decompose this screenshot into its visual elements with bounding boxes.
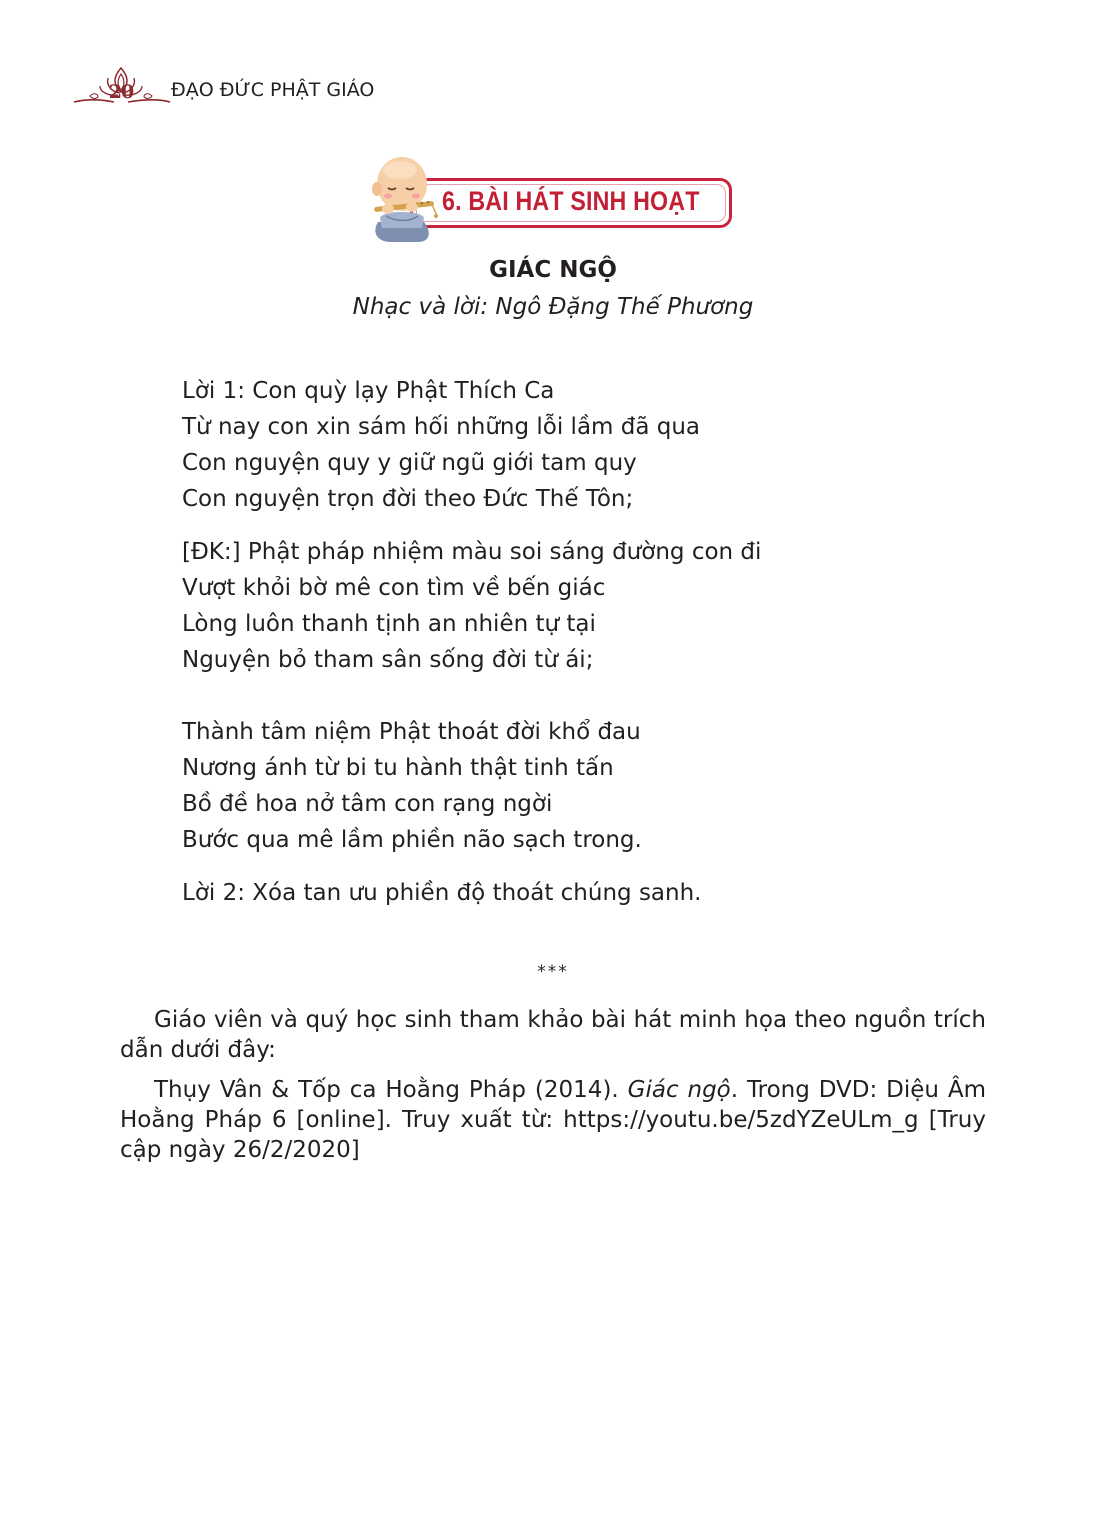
page-number: 20 [108, 81, 134, 103]
lyric-line: Vượt khỏi bờ mê con tìm về bến giác [182, 575, 606, 601]
lyric-line: Con nguyện trọn đời theo Đức Thế Tôn; [182, 486, 634, 512]
lyric-line: Thành tâm niệm Phật thoát đời khổ đau [182, 719, 641, 745]
reference-intro: Giáo viên và quý học sinh tham khảo bài hát minh họa theo nguồn trích dẫn dưới đây: [120, 1007, 986, 1063]
lyric-line: Từ nay con xin sám hối những lỗi lầm đã qua [182, 414, 701, 440]
song-title: GIÁC NGỘ [489, 257, 617, 283]
lyric-line: Lời 1: Con quỳ lạy Phật Thích Ca [182, 378, 555, 404]
book-title: ĐẠO ĐỨC PHẬT GIÁO [171, 79, 375, 101]
section-badge [366, 152, 738, 244]
page-header [70, 62, 390, 112]
section-separator: *** [537, 962, 569, 982]
song-credit: Nhạc và lời: Ngô Đặng Thế Phương [352, 294, 754, 320]
section-heading: 6. BÀI HÁT SINH HOẠT [442, 186, 700, 216]
lyric-line: Nguyện bỏ tham sân sống đời từ ái; [182, 647, 594, 673]
lyric-line: Bồ đề hoa nở tâm con rạng ngời [182, 791, 553, 817]
lyric-line: Nương ánh từ bi tu hành thật tinh tấn [182, 755, 614, 781]
citation-title: Giác ngộ [627, 1077, 731, 1103]
lyric-line: Lòng luôn thanh tịnh an nhiên tự tại [182, 611, 596, 637]
citation-suffix: . Trong DVD: Diệu Âm Hoằng Pháp 6 [online]. Truy xuất từ: https://youtu.be/5zdYZeULm_g [Truy cập ngày 26/2/2020] [120, 1077, 987, 1163]
citation-prefix: Thụy Vân & Tốp ca Hoằng Pháp (2014). [154, 1077, 628, 1103]
monk-playing-flute-icon [366, 152, 446, 244]
lyric-line: Lời 2: Xóa tan ưu phiền độ thoát chúng sanh. [182, 880, 702, 906]
lyric-line: [ĐK:] Phật pháp nhiệm màu soi sáng đường con đi [182, 539, 762, 565]
lyric-line: Con nguyện quy y giữ ngũ giới tam quy [182, 450, 637, 476]
lyric-line: Bước qua mê lầm phiền não sạch trong. [182, 827, 642, 853]
reference-citation [120, 1075, 986, 1165]
